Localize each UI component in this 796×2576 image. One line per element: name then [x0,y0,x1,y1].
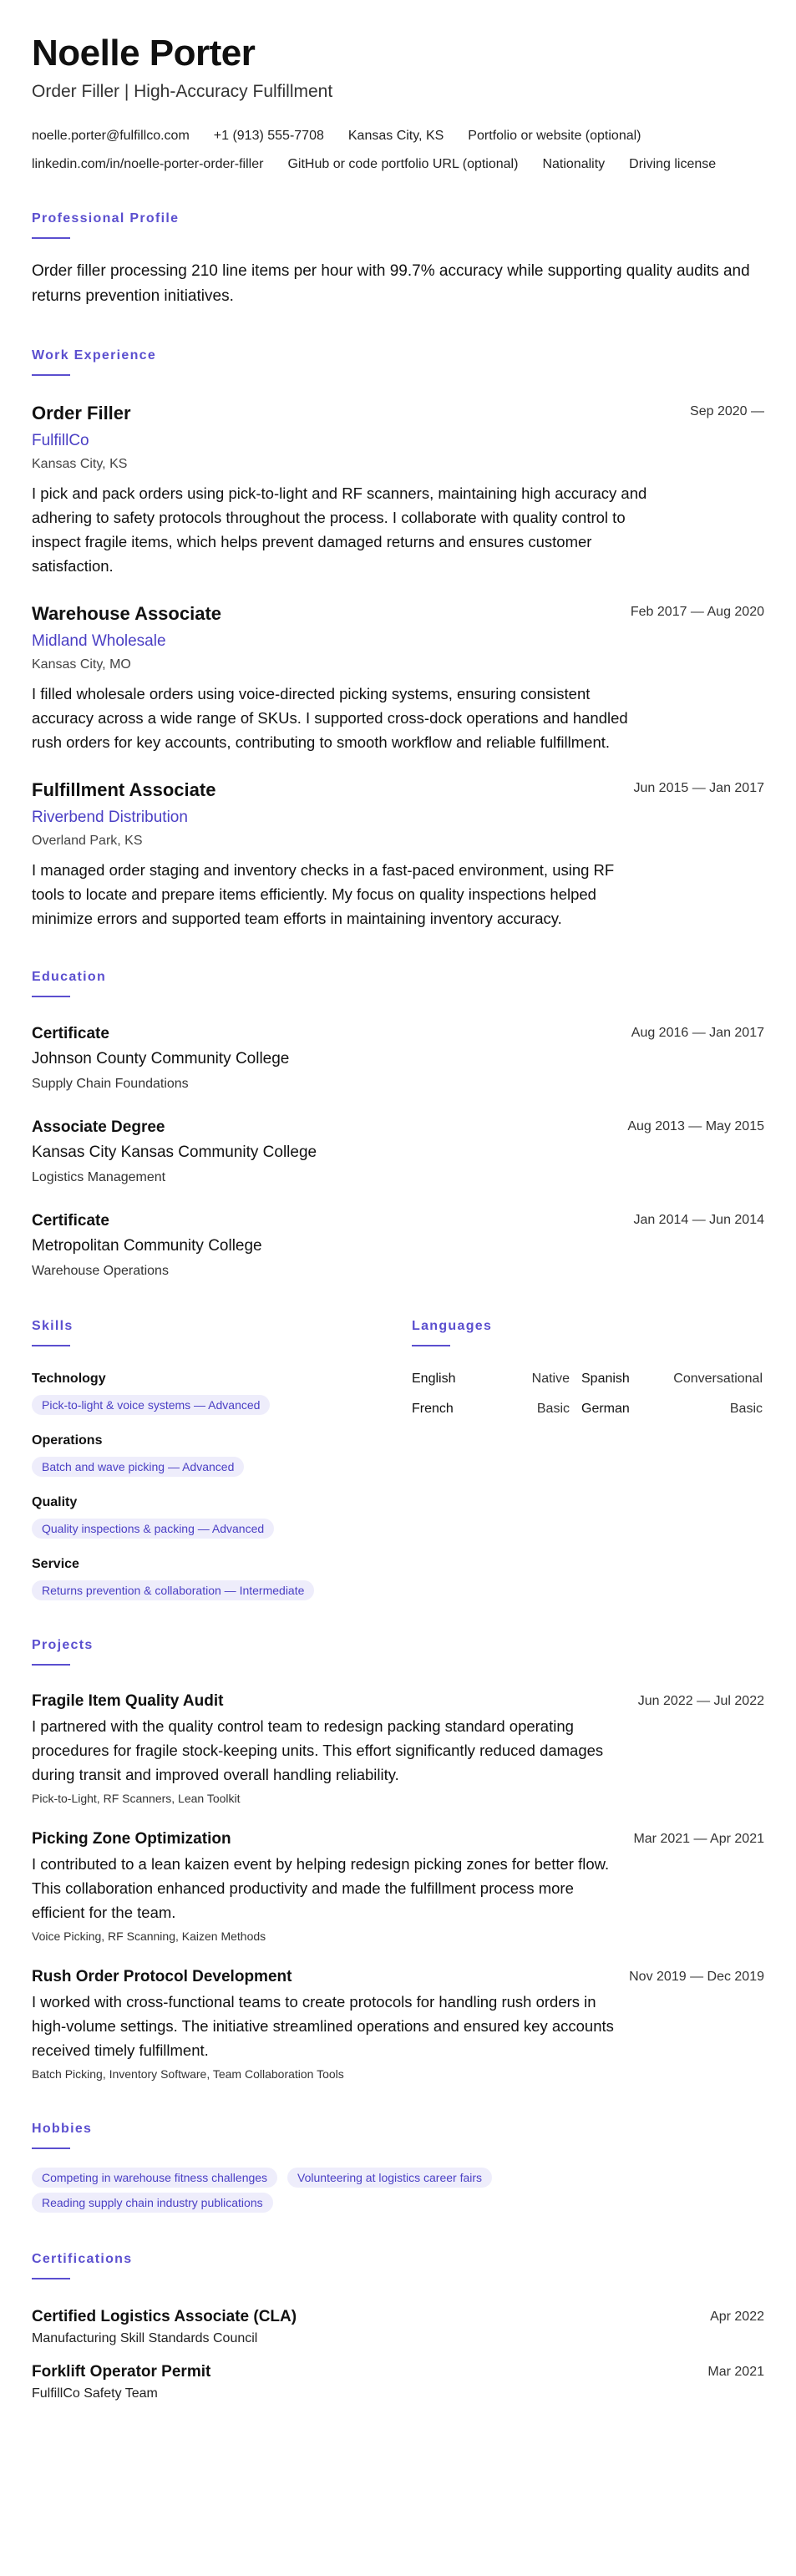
job-role: Fulfillment Associate [32,779,216,800]
education-dates: Aug 2016 — Jan 2017 [631,1026,764,1040]
section-title-certifications: Certifications [32,2252,133,2266]
language-name: English [412,1372,456,1386]
project-name: Rush Order Protocol Development [32,1968,292,1985]
job-company: Riverbend Distribution [32,809,188,826]
skill-category: Service [32,1557,79,1571]
section-rule [32,996,70,997]
skill-category: Technology [32,1372,106,1386]
education-section [32,969,764,1281]
contact-email[interactable]: noelle.porter@fulfillco.com [32,129,190,143]
education-item [32,1116,764,1188]
education-school: Kansas City Kansas Community College [32,1143,317,1161]
education-dates: Aug 2013 — May 2015 [627,1119,764,1133]
section-rule [32,237,70,239]
skill-category: Quality [32,1495,78,1509]
job-description: I filled wholesale orders using voice-directed picking systems, ensuring consistent accuracy across a wide range of SKUs. I supported cross-dock operations and handled rush orders for key accounts, contributing to smooth workflow and reliable fulfillment. [32,685,628,751]
project-item [32,1966,764,2082]
job-dates: Feb 2017 — Aug 2020 [630,605,764,619]
certifications-section [32,2251,764,2403]
section-title-education: Education [32,970,107,984]
certification-name: Certified Logistics Associate (CLA) [32,2308,297,2325]
section-rule [32,1345,70,1346]
hobby-chip: Reading supply chain industry publications [32,2193,273,2213]
language-level: Native [531,1372,570,1386]
project-dates: Mar 2021 — Apr 2021 [633,1832,764,1846]
language-name: French [412,1402,454,1416]
education-degree: Associate Degree [32,1118,165,1136]
project-item [32,1691,764,1807]
project-item [32,1828,764,1945]
education-item [32,1209,764,1281]
job-role: Warehouse Associate [32,603,222,624]
section-title-skills: Skills [32,1319,74,1333]
education-field: Warehouse Operations [32,1264,169,1278]
skill-group [32,1370,412,1415]
hobby-chip: Volunteering at logistics career fairs [287,2168,492,2188]
certification-item [32,2361,764,2403]
skill-chip: Returns prevention & collaboration — Intermediate [32,1580,314,1600]
certification-date: Apr 2022 [710,2310,764,2324]
job-company: Midland Wholesale [32,632,166,650]
section-rule [32,1664,70,1666]
section-rule [32,2148,70,2149]
certification-issuer: Manufacturing Skill Standards Council [32,2331,258,2345]
section-title-experience: Work Experience [32,348,157,363]
experience-item [32,778,764,931]
job-dates: Sep 2020 — [690,404,764,418]
skills-section [32,1318,412,1600]
profile-summary: Order filler processing 210 line items per hour with 99.7% accuracy while supporting quality audits and returns prevention initiatives. [32,262,750,305]
project-tech: Pick-to-Light, RF Scanners, Lean Toolkit [32,1792,241,1805]
education-field: Logistics Management [32,1170,166,1184]
education-dates: Jan 2014 — Jun 2014 [633,1213,764,1227]
candidate-headline: Order Filler | High-Accuracy Fulfillment [32,82,333,101]
job-description: I pick and pack orders using pick-to-light and RF scanners, maintaining high accuracy and adhering to safety protocols throughout the process. I collaborate with quality control to inspect fragile items, which helps prevent damaged returns and ensures customer satisfaction. [32,484,647,575]
contact-portfolio[interactable]: Portfolio or website (optional) [468,129,641,143]
certification-date: Mar 2021 [707,2365,764,2379]
certification-name: Forklift Operator Permit [32,2363,211,2381]
skill-group [32,1432,412,1477]
job-company: FulfillCo [32,432,89,449]
education-school: Metropolitan Community College [32,1237,262,1255]
skill-chip: Quality inspections & packing — Advanced [32,1519,274,1539]
projects-section [32,1637,764,2082]
skill-group [32,1555,412,1600]
language-list [412,1370,763,1418]
contact-linkedin[interactable]: linkedin.com/in/noelle-porter-order-filler [32,157,264,171]
profile-section [32,210,764,309]
project-tech: Voice Picking, RF Scanning, Kaizen Methods [32,1929,266,1943]
resume-header [32,32,764,179]
certification-issuer: FulfillCo Safety Team [32,2386,158,2401]
project-name: Fragile Item Quality Audit [32,1692,224,1710]
language-level: Basic [536,1402,570,1416]
language-level: Conversational [673,1372,763,1386]
contact-location: Kansas City, KS [347,129,444,143]
language-level: Basic [729,1402,763,1416]
contact-phone[interactable]: +1 (913) 555-7708 [213,129,324,143]
section-title-hobbies: Hobbies [32,2122,93,2136]
section-rule [412,1345,450,1346]
skills-languages-row [32,1318,764,1600]
education-school: Johnson County Community College [32,1050,290,1067]
job-location: Kansas City, KS [32,457,128,471]
job-location: Kansas City, MO [32,657,131,672]
contact-github[interactable]: GitHub or code portfolio URL (optional) [287,157,519,171]
experience-section [32,347,764,931]
hobby-chip: Competing in warehouse fitness challenges [32,2168,277,2188]
section-rule [32,2278,70,2279]
project-tech: Batch Picking, Inventory Software, Team Collaboration Tools [32,2067,344,2081]
hobby-list [32,2168,616,2213]
education-degree: Certificate [32,1025,109,1042]
education-field: Supply Chain Foundations [32,1077,189,1091]
section-title-languages: Languages [412,1319,493,1333]
experience-item [32,401,764,578]
job-description: I managed order staging and inventory checks in a fast-paced environment, using RF tools to locate and prepare items efficiently. My focus on quality inspections helped minimize errors and supported team efforts in maintaining inventory accuracy. [32,861,615,927]
project-name: Picking Zone Optimization [32,1830,231,1848]
job-dates: Jun 2015 — Jan 2017 [633,781,764,795]
job-role: Order Filler [32,403,131,423]
contact-nationality: Nationality [542,157,606,171]
skill-chip: Pick-to-light & voice systems — Advanced [32,1395,270,1415]
project-description: I partnered with the quality control team to redesign packing standard operating procedures for fragile stock-keeping units. This effort significantly reduced damages during transit and improved overall handling reliability. [32,1717,604,1783]
skill-chip: Batch and wave picking — Advanced [32,1457,244,1477]
languages-section [412,1318,763,1600]
section-title-projects: Projects [32,1638,94,1652]
skill-group [32,1493,412,1539]
section-title-profile: Professional Profile [32,211,180,226]
project-description: I worked with cross-functional teams to create protocols for handling rush orders in high-volume settings. The initiative streamlined operations and ensured key accounts received timely fulfillment. [32,1993,614,2059]
hobbies-section [32,2121,764,2213]
contact-driving-license: Driving license [629,157,717,171]
skill-category: Operations [32,1433,103,1448]
education-degree: Certificate [32,1212,109,1230]
project-dates: Nov 2019 — Dec 2019 [629,1970,764,1984]
job-location: Overland Park, KS [32,834,143,848]
project-description: I contributed to a lean kaizen event by helping redesign picking zones for better flow. This collaboration enhanced productivity and made the fulfillment process more efficient for the team. [32,1855,610,1921]
project-dates: Jun 2022 — Jul 2022 [637,1694,764,1708]
language-name: German [581,1402,630,1416]
certification-item [32,2306,764,2348]
contact-list [32,122,764,179]
language-name: Spanish [581,1372,630,1386]
candidate-name: Noelle Porter [32,33,256,74]
education-item [32,1022,764,1094]
section-rule [32,374,70,376]
experience-item [32,601,764,754]
